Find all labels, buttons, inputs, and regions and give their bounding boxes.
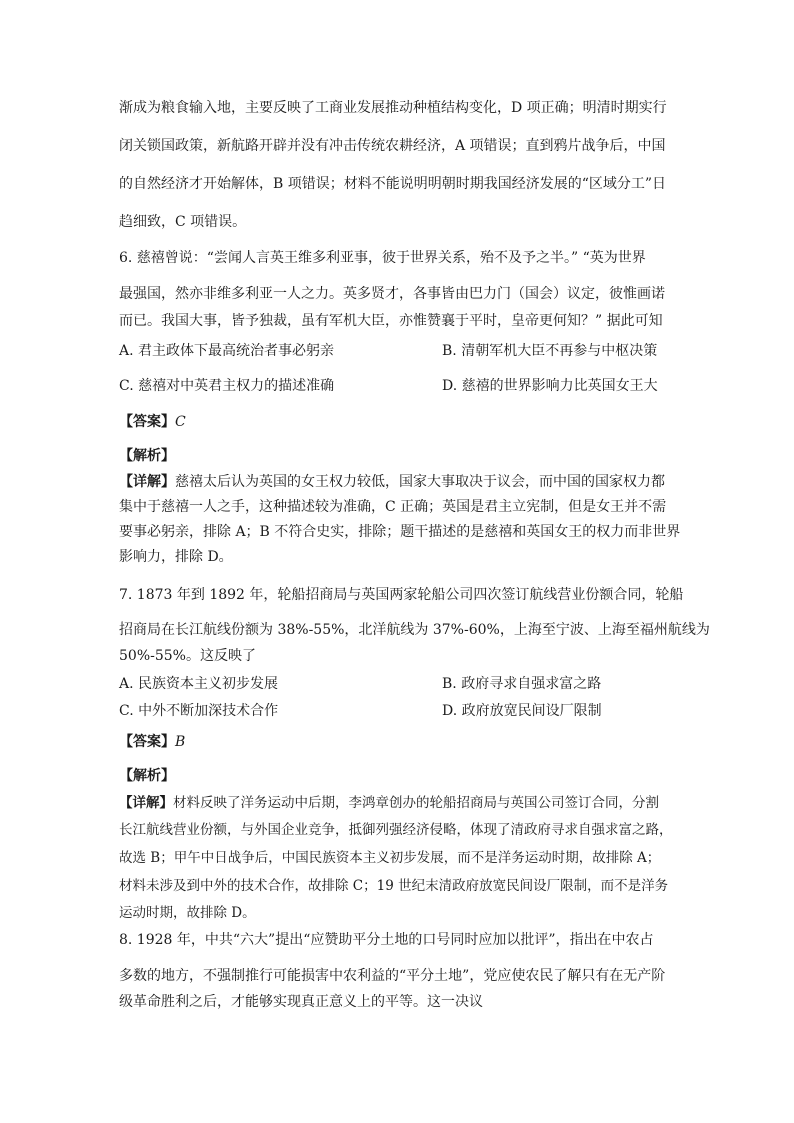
answer-label: 【答案】 bbox=[119, 414, 175, 430]
answer-value: C bbox=[175, 414, 186, 430]
question-7-option-a: A. 民族资本主义初步发展 bbox=[119, 676, 279, 692]
question-6-answer bbox=[119, 412, 186, 432]
question-8-stem-line: 多数的地方，不强制推行可能损害中农利益的“平分土地”，党应使农民了解只有在无产阶 bbox=[119, 968, 666, 984]
question-6-option-a: A. 君主政体下最高统治者事必躬亲 bbox=[119, 343, 335, 359]
question-7-detail-line bbox=[119, 793, 659, 813]
question-7-option-d: D. 政府放宽民间设厂限制 bbox=[442, 703, 602, 719]
question-7-option-c: C. 中外不断加深技术合作 bbox=[119, 703, 279, 719]
analysis-text-line: 的自然经济才开始解体，B 项错误；材料不能说明明朝时期我国经济发展的“区域分工”日 bbox=[119, 176, 667, 192]
question-7-stem-line: 招商局在长江航线份额为 38%-55%，北洋航线为 37%-60%，上海至宁波、上海至福州航线为 bbox=[119, 622, 710, 638]
answer-label: 【答案】 bbox=[119, 734, 175, 750]
question-7-detail-line: 运动时期，故排除 D。 bbox=[119, 905, 256, 921]
question-7-stem-line: 50%-55%。这反映了 bbox=[119, 648, 256, 664]
question-7-option-b: B. 政府寻求自强求富之路 bbox=[442, 676, 602, 692]
question-6-stem-line: 最强国，然亦非维多利亚一人之力。英多贤才，各事皆由巴力门（国会）议定，彼惟画诺 bbox=[119, 286, 665, 302]
analysis-text-line: 闭关锁国政策，新航路开辟并没有冲击传统农耕经济，A 项错误；直到鸦片战争后，中国 bbox=[119, 138, 666, 154]
question-6-analysis-label: 【解析】 bbox=[119, 448, 175, 464]
question-7-analysis-label: 【解析】 bbox=[119, 768, 175, 784]
question-6-stem-line: 而已。我国大事，皆予独裁，虽有军机大臣，亦惟赞襄于平时，皇帝更何知？” 据此可知 bbox=[119, 313, 663, 329]
question-6-detail-line: 要事必躬亲，排除 A；B 不符合史实，排除；题干描述的是慈禧和英国女王的权力而非世界 bbox=[119, 524, 681, 540]
detail-text: 慈禧太后认为英国的女王权力较低，国家大事取决于议会，而中国的国家权力都 bbox=[175, 474, 665, 490]
question-8-stem-line: 8. 1928 年，中共“六大”提出“应赞助平分土地的口号同时应加以批评”，指出在中农占 bbox=[119, 932, 654, 948]
question-7-detail-line: 材料未涉及到中外的技术合作，故排除 C；19 世纪末清政府放宽民间设厂限制，而不是洋务 bbox=[119, 878, 669, 894]
question-6-option-d: D. 慈禧的世界影响力比英国女王大 bbox=[442, 378, 658, 394]
question-6-option-b: B. 清朝军机大臣不再参与中枢决策 bbox=[442, 343, 658, 359]
answer-value: B bbox=[175, 734, 186, 750]
question-6-detail-line bbox=[119, 472, 665, 492]
question-7-answer bbox=[119, 732, 185, 752]
question-8-stem-line: 级革命胜利之后，才能够实现真正意义上的平等。这一决议 bbox=[119, 994, 483, 1010]
analysis-text-line: 渐成为粮食输入地，主要反映了工商业发展推动种植结构变化，D 项正确；明清时期实行 bbox=[119, 100, 667, 116]
detail-label: 【详解】 bbox=[119, 795, 173, 811]
detail-label: 【详解】 bbox=[119, 474, 175, 490]
detail-text: 材料反映了洋务运动中后期，李鸿章创办的轮船招商局与英国公司签订合同，分割 bbox=[173, 795, 659, 811]
question-6-detail-line: 影响力，排除 D。 bbox=[119, 549, 233, 565]
question-6-detail-line: 集中于慈禧一人之手，这种描述较为准确，C 正确；英国是君主立宪制，但是女王并不需 bbox=[119, 499, 667, 515]
question-7-stem-line: 7. 1873 年到 1892 年，轮船招商局与英国两家轮船公司四次签订航线营业份额合同，轮船 bbox=[119, 587, 684, 603]
analysis-text-line: 趋细致，C 项错误。 bbox=[119, 214, 247, 230]
question-6-stem-line: 6. 慈禧曾说：“尝闻人言英王维多利亚事，彼于世界关系，殆不及予之半。” “英为世界 bbox=[119, 250, 646, 266]
question-7-detail-line: 故选 B；甲午中日战争后，中国民族资本主义初步发展，而不是洋务运动时期，故排除 A； bbox=[119, 850, 661, 866]
question-6-option-c: C. 慈禧对中英君主权力的描述准确 bbox=[119, 378, 335, 394]
question-7-detail-line: 长江航线营业份额，与外国企业竞争，抵御列强经济侵略，体现了清政府寻求自强求富之路， bbox=[119, 822, 673, 838]
